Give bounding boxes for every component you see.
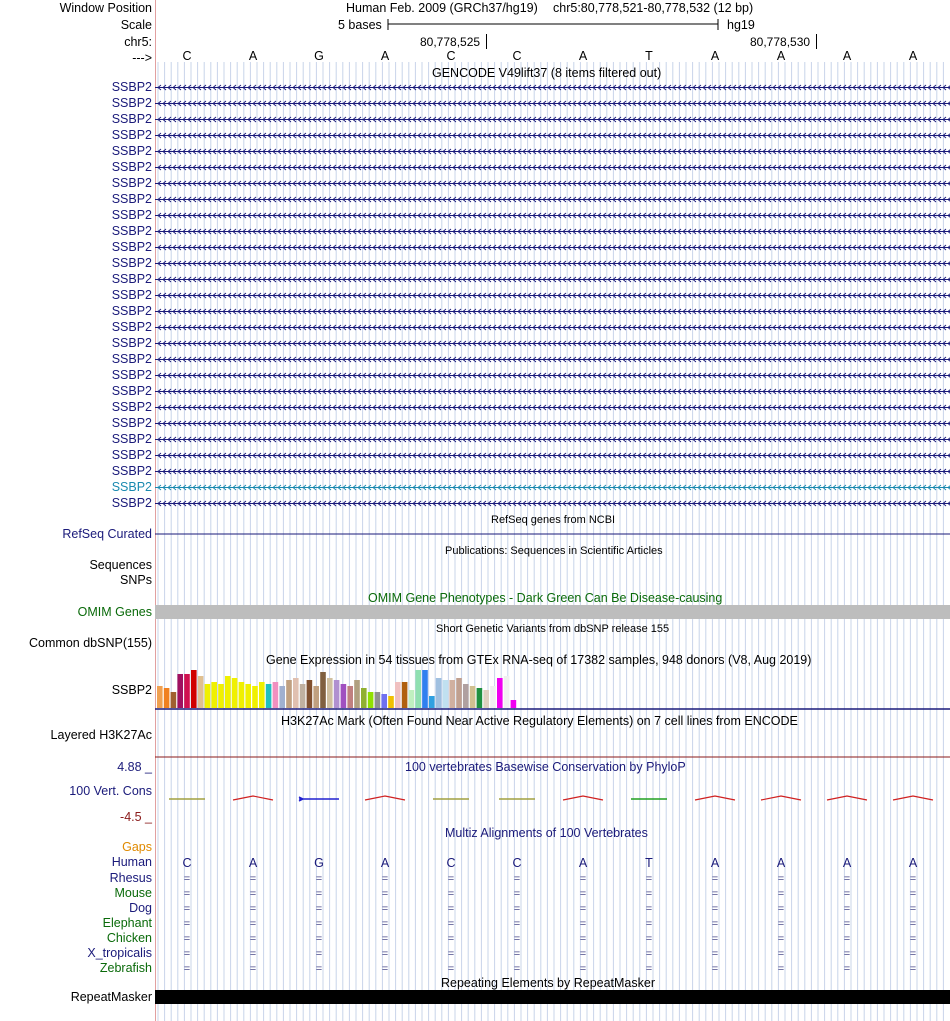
gencode-transcript-line[interactable] [155, 389, 950, 394]
db-text: hg19 [727, 18, 755, 32]
scale-text: 5 bases [338, 18, 382, 32]
dbsnp-label[interactable]: Common dbSNP(155) [29, 636, 152, 650]
refseq-title[interactable]: RefSeq genes from NCBI [491, 514, 616, 526]
repeatmasker-title[interactable]: Repeating Elements by RepeatMasker [441, 976, 656, 990]
gencode-transcript-line[interactable] [155, 197, 950, 202]
position-tick-2 [816, 34, 817, 49]
gencode-transcript-label[interactable]: SSBP2 [111, 128, 152, 142]
multiz-same-mark: = [315, 963, 323, 975]
gtex-tissue-bar[interactable] [184, 674, 190, 708]
gencode-transcript-label[interactable]: SSBP2 [111, 112, 152, 126]
gtex-tissue-bar[interactable] [218, 684, 224, 708]
multiz-human-base: C [512, 856, 522, 870]
multiz-human-label[interactable]: Human [111, 855, 152, 869]
gtex-tissue-bar[interactable] [388, 696, 394, 708]
gencode-transcript-label[interactable]: SSBP2 [111, 176, 152, 190]
multiz-same-mark: = [249, 903, 257, 915]
gtex-tissue-bar[interactable] [504, 676, 510, 708]
multiz-human-base: A [842, 856, 852, 870]
multiz-same-mark: = [909, 888, 917, 900]
position-label-1: 80,778,525 [420, 35, 481, 49]
gtex-tissue-bar[interactable] [273, 682, 279, 708]
multiz-gaps-label: Gaps [122, 840, 152, 854]
gtex-tissue-bar[interactable] [347, 686, 353, 708]
multiz-human-base: C [446, 856, 456, 870]
multiz-human-base: A [908, 856, 918, 870]
multiz-same-mark: = [777, 918, 785, 930]
gencode-transcript-line[interactable] [155, 229, 950, 234]
multiz-same-mark: = [447, 948, 455, 960]
gencode-transcript-label[interactable]: SSBP2 [111, 144, 152, 158]
multiz-title[interactable]: Multiz Alignments of 100 Vertebrates [445, 826, 648, 840]
gtex-tissue-bar[interactable] [177, 674, 183, 708]
multiz-same-mark: = [513, 918, 521, 930]
scale-label: Scale [120, 18, 152, 32]
gtex-tissue-bar[interactable] [286, 680, 292, 708]
gtex-tissue-bar[interactable] [211, 682, 217, 708]
dbsnp-title[interactable]: Short Genetic Variants from dbSNP release 155 [436, 623, 670, 635]
multiz-species-label[interactable]: Rhesus [109, 871, 152, 885]
gencode-transcript-label[interactable]: SSBP2 [111, 352, 152, 366]
position-tick-1 [486, 34, 487, 49]
gencode-title[interactable]: GENCODE V49lift37 (8 items filtered out) [432, 66, 662, 80]
multiz-same-mark: = [447, 888, 455, 900]
gtex-tissue-bar[interactable] [313, 686, 319, 708]
gtex-tissue-bar[interactable] [239, 682, 245, 708]
sequence-base: A [776, 49, 786, 63]
multiz-species-label[interactable]: Dog [129, 901, 152, 915]
gtex-tissue-bar[interactable] [429, 696, 435, 708]
gencode-transcript-line[interactable] [155, 421, 950, 426]
multiz-same-mark: = [249, 963, 257, 975]
phylop-mark[interactable] [299, 797, 339, 801]
multiz-same-mark: = [381, 888, 389, 900]
assembly-title: Human Feb. 2009 (GRCh37/hg19) [346, 1, 538, 15]
multiz-same-mark: = [777, 873, 785, 885]
gencode-transcript-line[interactable] [155, 245, 950, 250]
gencode-transcript-line[interactable] [155, 149, 950, 154]
gencode-transcript-label[interactable]: SSBP2 [111, 384, 152, 398]
multiz-same-mark: = [711, 948, 719, 960]
scale-bar [387, 17, 719, 31]
gtex-tissue-bar[interactable] [395, 682, 401, 708]
gtex-tissue-bar[interactable] [266, 684, 272, 708]
multiz-same-mark: = [843, 888, 851, 900]
gtex-tissue-bar[interactable] [409, 690, 415, 708]
gtex-tissue-bar[interactable] [252, 686, 258, 708]
gtex-tissue-bar[interactable] [191, 670, 197, 708]
gencode-transcript-line[interactable] [155, 437, 950, 442]
phylop-label[interactable]: 100 Vert. Cons [69, 784, 152, 798]
gtex-tissue-bar[interactable] [225, 676, 231, 708]
gtex-tissue-bar[interactable] [449, 680, 455, 708]
multiz-species-label[interactable]: Mouse [114, 886, 152, 900]
multiz-same-mark: = [777, 903, 785, 915]
multiz-same-mark: = [183, 903, 191, 915]
sequence-base: A [710, 49, 720, 63]
gtex-tissue-bar[interactable] [293, 678, 299, 708]
multiz-same-mark: = [579, 933, 587, 945]
sequence-base: A [380, 49, 390, 63]
gtex-tissue-bar[interactable] [375, 692, 381, 708]
gencode-transcript-label[interactable]: SSBP2 [111, 224, 152, 238]
multiz-same-mark: = [645, 918, 653, 930]
multiz-same-mark: = [711, 918, 719, 930]
multiz-same-mark: = [249, 888, 257, 900]
gencode-transcript-label[interactable]: SSBP2 [111, 272, 152, 286]
sequence-base: A [842, 49, 852, 63]
multiz-same-mark: = [513, 948, 521, 960]
multiz-same-mark: = [579, 918, 587, 930]
multiz-same-mark: = [249, 873, 257, 885]
gencode-transcript-label[interactable]: SSBP2 [111, 432, 152, 446]
multiz-human-base: A [248, 856, 258, 870]
gencode-transcript-line[interactable] [155, 117, 950, 122]
multiz-same-mark: = [645, 948, 653, 960]
gtex-tissue-bar[interactable] [490, 686, 496, 708]
multiz-same-mark: = [711, 963, 719, 975]
publications-title[interactable]: Publications: Sequences in Scientific Articles [445, 545, 663, 557]
position-label-2: 80,778,530 [750, 35, 811, 49]
multiz-species-label[interactable]: Zebrafish [99, 961, 152, 975]
gencode-transcript-line[interactable] [155, 469, 950, 474]
multiz-same-mark: = [381, 963, 389, 975]
gtex-tissue-bar[interactable] [354, 680, 360, 708]
gencode-transcript-line[interactable] [155, 213, 950, 218]
multiz-human-base: T [645, 856, 653, 870]
track-area[interactable] [155, 0, 950, 1021]
multiz-same-mark: = [909, 933, 917, 945]
multiz-same-mark: = [447, 918, 455, 930]
gtex-tissue-bar[interactable] [307, 680, 313, 708]
gencode-transcript-label[interactable]: SSBP2 [111, 208, 152, 222]
multiz-same-mark: = [777, 888, 785, 900]
multiz-same-mark: = [513, 873, 521, 885]
gencode-transcript-label[interactable]: SSBP2 [111, 192, 152, 206]
gencode-transcript-line[interactable] [155, 277, 950, 282]
gtex-tissue-bar[interactable] [171, 692, 177, 708]
multiz-same-mark: = [447, 933, 455, 945]
gencode-transcript-label[interactable]: SSBP2 [111, 496, 152, 510]
multiz-same-mark: = [183, 918, 191, 930]
multiz-same-mark: = [513, 888, 521, 900]
multiz-same-mark: = [909, 873, 917, 885]
gencode-transcript-line[interactable] [155, 85, 950, 90]
multiz-same-mark: = [711, 933, 719, 945]
position-text: chr5:80,778,521-80,778,532 (12 bp) [553, 1, 754, 15]
gencode-transcript-label[interactable]: SSBP2 [111, 400, 152, 414]
sequence-base: A [908, 49, 918, 63]
multiz-same-mark: = [249, 948, 257, 960]
multiz-same-mark: = [381, 873, 389, 885]
gtex-tissue-bar[interactable] [422, 670, 428, 708]
multiz-same-mark: = [843, 903, 851, 915]
gencode-transcript-label[interactable]: SSBP2 [111, 160, 152, 174]
publications-snps-label[interactable]: SNPs [120, 573, 152, 587]
chrom-label: chr5: [124, 35, 152, 49]
gtex-tissue-bar[interactable] [245, 684, 251, 708]
gencode-transcript-label[interactable]: SSBP2 [111, 240, 152, 254]
multiz-human-base: G [314, 856, 324, 870]
gtex-tissue-bar[interactable] [402, 682, 408, 708]
multiz-human-base: A [710, 856, 720, 870]
multiz-same-mark: = [843, 873, 851, 885]
multiz-same-mark: = [579, 948, 587, 960]
multiz-species-label[interactable]: Elephant [102, 916, 152, 930]
sequence-base: A [248, 49, 258, 63]
gencode-transcript-line[interactable] [155, 405, 950, 410]
multiz-same-mark: = [777, 933, 785, 945]
sequence-base: C [446, 49, 456, 63]
multiz-same-mark: = [513, 963, 521, 975]
strand-label: ---> [132, 51, 152, 65]
multiz-same-mark: = [447, 873, 455, 885]
gencode-transcript-label[interactable]: SSBP2 [111, 256, 152, 270]
multiz-same-mark: = [909, 948, 917, 960]
gtex-tissue-bar[interactable] [443, 680, 449, 708]
gtex-tissue-bar[interactable] [320, 672, 326, 708]
multiz-same-mark: = [381, 933, 389, 945]
phylop-max: 4.88 _ [117, 760, 152, 774]
gtex-tissue-bar[interactable] [327, 678, 333, 708]
multiz-human-base: C [182, 856, 192, 870]
sequence-base: C [182, 49, 192, 63]
repeatmasker-label[interactable]: RepeatMasker [70, 990, 152, 1004]
h3k27ac-title[interactable]: H3K27Ac Mark (Often Found Near Active Regulatory Elements) on 7 cell lines from ENCODE [281, 714, 798, 728]
gtex-tissue-bar[interactable] [456, 678, 462, 708]
multiz-same-mark: = [645, 888, 653, 900]
multiz-same-mark: = [183, 888, 191, 900]
gencode-transcript-label[interactable]: SSBP2 [111, 464, 152, 478]
multiz-same-mark: = [315, 903, 323, 915]
gtex-tissue-bar[interactable] [361, 688, 367, 708]
multiz-same-mark: = [315, 918, 323, 930]
multiz-same-mark: = [513, 933, 521, 945]
phylop-min: -4.5 _ [120, 810, 152, 824]
phylop-mark[interactable] [827, 796, 867, 800]
gtex-tissue-bar[interactable] [436, 678, 442, 708]
gencode-transcript-line[interactable] [155, 293, 950, 298]
multiz-same-mark: = [183, 933, 191, 945]
multiz-same-mark: = [645, 873, 653, 885]
gencode-transcript-label[interactable]: SSBP2 [111, 480, 152, 494]
omim-bar[interactable] [155, 605, 950, 619]
gtex-tissue-bar[interactable] [205, 684, 211, 708]
window-position-label: Window Position [59, 1, 152, 15]
gencode-transcript-label[interactable]: SSBP2 [111, 96, 152, 110]
sequence-base: T [645, 49, 653, 63]
gencode-transcript-line[interactable] [155, 357, 950, 362]
publications-sequences-label[interactable]: Sequences [89, 558, 152, 572]
multiz-same-mark: = [381, 903, 389, 915]
gencode-transcript-line[interactable] [155, 309, 950, 314]
base-grid [158, 62, 943, 1021]
sequence-base: C [512, 49, 522, 63]
multiz-human-base: A [578, 856, 588, 870]
multiz-same-mark: = [777, 948, 785, 960]
gtex-tissue-bar[interactable] [341, 684, 347, 708]
gencode-transcript-line[interactable] [155, 261, 950, 266]
multiz-same-mark: = [579, 963, 587, 975]
multiz-same-mark: = [513, 903, 521, 915]
multiz-same-mark: = [909, 918, 917, 930]
gencode-transcript-line[interactable] [155, 133, 950, 138]
repeatmasker-bar[interactable] [155, 990, 950, 1004]
multiz-same-mark: = [381, 918, 389, 930]
multiz-same-mark: = [711, 873, 719, 885]
gencode-transcript-line[interactable] [155, 501, 950, 506]
multiz-same-mark: = [843, 963, 851, 975]
phylop-title[interactable]: 100 vertebrates Basewise Conservation by PhyloP [405, 760, 686, 774]
multiz-same-mark: = [645, 903, 653, 915]
phylop-mark[interactable] [761, 796, 801, 800]
gencode-transcript-line[interactable] [155, 373, 950, 378]
gtex-tissue-bar[interactable] [477, 688, 483, 708]
multiz-same-mark: = [447, 963, 455, 975]
phylop-mark[interactable] [893, 796, 933, 800]
gtex-tissue-bar[interactable] [198, 676, 204, 708]
gtex-tissue-bar[interactable] [164, 688, 170, 708]
sequence-base: A [578, 49, 588, 63]
gencode-transcript-label[interactable]: SSBP2 [111, 288, 152, 302]
gtex-title[interactable]: Gene Expression in 54 tissues from GTEx RNA-seq of 17382 samples, 948 donors (V8, Aug 2019) [266, 653, 812, 667]
gtex-tissue-bar[interactable] [497, 678, 503, 708]
gtex-tissue-bar[interactable] [463, 684, 469, 708]
multiz-same-mark: = [249, 918, 257, 930]
multiz-same-mark: = [315, 948, 323, 960]
gencode-transcript-line[interactable] [155, 485, 950, 490]
gtex-tissue-bar[interactable] [334, 680, 340, 708]
multiz-same-mark: = [579, 903, 587, 915]
multiz-same-mark: = [843, 933, 851, 945]
gtex-tissue-bar[interactable] [511, 700, 517, 708]
multiz-same-mark: = [315, 888, 323, 900]
gencode-transcript-line[interactable] [155, 101, 950, 106]
gencode-transcript-label[interactable]: SSBP2 [111, 304, 152, 318]
multiz-human-base: A [776, 856, 786, 870]
multiz-same-mark: = [249, 933, 257, 945]
multiz-same-mark: = [711, 888, 719, 900]
multiz-same-mark: = [315, 933, 323, 945]
omim-title[interactable]: OMIM Gene Phenotypes - Dark Green Can Be Disease-causing [368, 591, 723, 605]
multiz-human-base: A [380, 856, 390, 870]
gtex-tissue-bar[interactable] [300, 684, 306, 708]
multiz-same-mark: = [183, 948, 191, 960]
multiz-species-label[interactable]: Chicken [106, 931, 152, 945]
gtex-tissue-bar[interactable] [259, 682, 265, 708]
omim-label[interactable]: OMIM Genes [77, 605, 152, 619]
multiz-same-mark: = [645, 963, 653, 975]
gencode-transcript-line[interactable] [155, 325, 950, 330]
multiz-same-mark: = [447, 903, 455, 915]
multiz-same-mark: = [909, 903, 917, 915]
phylop-mark[interactable] [365, 796, 405, 800]
multiz-same-mark: = [183, 963, 191, 975]
gtex-tissue-bar[interactable] [483, 690, 489, 708]
gencode-transcript-line[interactable] [155, 165, 950, 170]
gencode-transcript-line[interactable] [155, 453, 950, 458]
gtex-tissue-bar[interactable] [279, 686, 285, 708]
multiz-same-mark: = [183, 873, 191, 885]
gencode-transcript-line[interactable] [155, 181, 950, 186]
sequence-base: G [314, 49, 324, 63]
multiz-same-mark: = [315, 873, 323, 885]
gencode-transcript-label[interactable]: SSBP2 [111, 320, 152, 334]
multiz-same-mark: = [843, 948, 851, 960]
multiz-same-mark: = [381, 948, 389, 960]
refseq-label[interactable]: RefSeq Curated [62, 527, 152, 541]
multiz-same-mark: = [579, 873, 587, 885]
gtex-tissue-bar[interactable] [368, 692, 374, 708]
gtex-tissue-bar[interactable] [381, 694, 387, 708]
gencode-transcript-line[interactable] [155, 341, 950, 346]
gencode-transcript-label[interactable]: SSBP2 [111, 416, 152, 430]
phylop-mark[interactable] [233, 796, 273, 800]
gtex-tissue-bar[interactable] [415, 670, 421, 708]
gencode-transcript-label[interactable]: SSBP2 [111, 336, 152, 350]
phylop-mark[interactable] [695, 796, 735, 800]
multiz-same-mark: = [645, 933, 653, 945]
gtex-label[interactable]: SSBP2 [111, 683, 152, 697]
h3k27ac-label[interactable]: Layered H3K27Ac [50, 728, 152, 742]
multiz-same-mark: = [909, 963, 917, 975]
multiz-species-label[interactable]: X_tropicalis [87, 946, 152, 960]
gencode-transcript-label[interactable]: SSBP2 [111, 368, 152, 382]
multiz-same-mark: = [777, 963, 785, 975]
multiz-same-mark: = [843, 918, 851, 930]
multiz-same-mark: = [579, 888, 587, 900]
gencode-transcript-label[interactable]: SSBP2 [111, 448, 152, 462]
gtex-tissue-bar[interactable] [232, 678, 238, 708]
gtex-tissue-bar[interactable] [157, 686, 163, 708]
phylop-mark[interactable] [563, 796, 603, 800]
multiz-same-mark: = [711, 903, 719, 915]
gtex-tissue-bar[interactable] [470, 686, 476, 708]
gencode-transcript-label[interactable]: SSBP2 [111, 80, 152, 94]
